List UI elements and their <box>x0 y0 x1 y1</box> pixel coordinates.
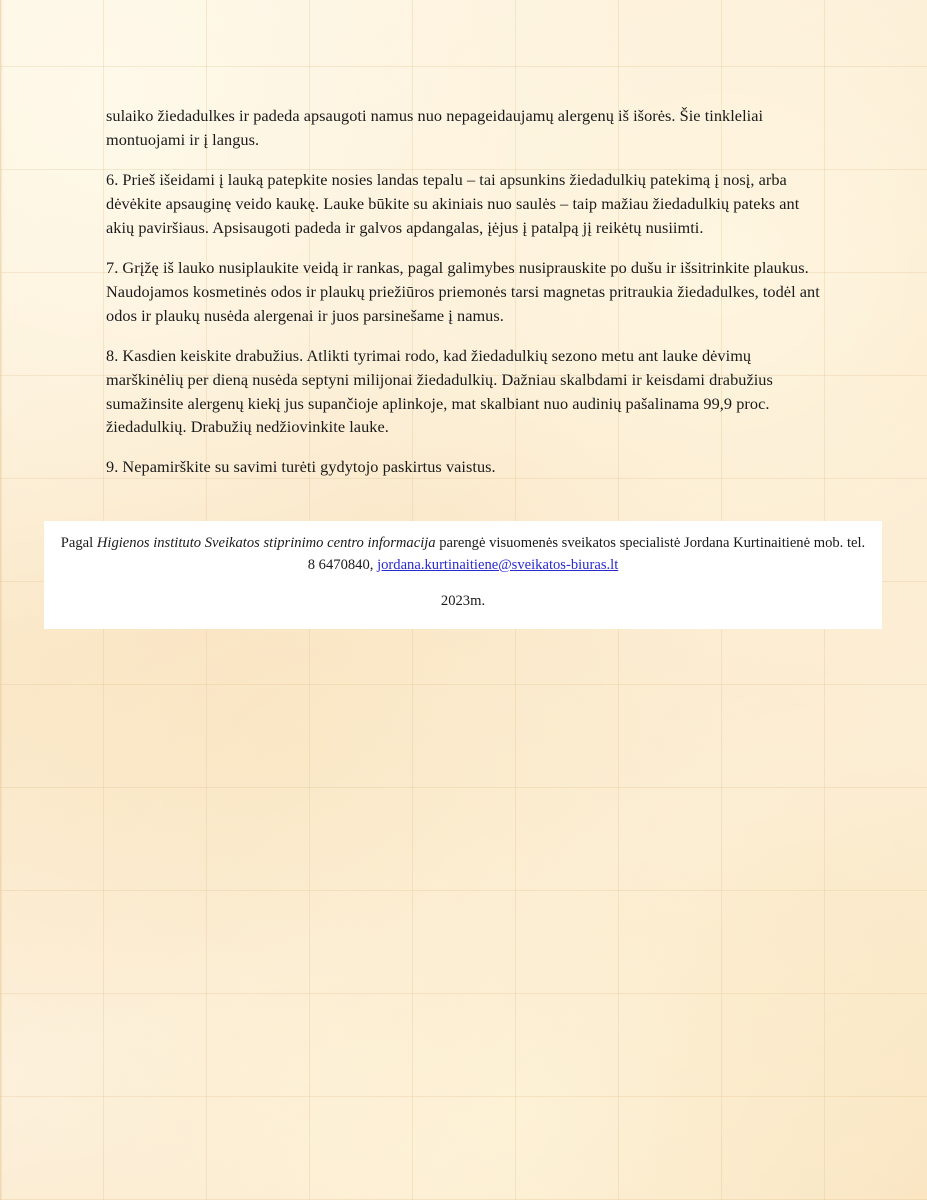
footer-credit-prefix: Pagal <box>60 535 97 551</box>
paragraph-item-9: 9. Nepamirškite su savimi turėti gydytojo paskirtus vaistus. <box>106 457 496 477</box>
footer-credit-middle: parengė visuomenės sveikatos specialistė Jordana Kurtinaitienė mob. tel. 8 6470840, <box>307 535 866 573</box>
document-text-body <box>106 104 822 479</box>
paragraph-item-7: 7. Grįžę iš lauko nusiplaukite veidą ir rankas, pagal galimybes nusiprauskite po dušu ir išsitrinkite plaukus. Naudojamos kosmetinės odos ir plaukų priežiūros priemonės tarsi magnetas pritraukia žiedadulkes, todėl ant odos ir plaukų nusėda alergenai ir juos parsinešame į namus. <box>106 257 820 325</box>
paragraph-item-8: 8. Kasdien keiskite drabužius. Atlikti tyrimai rodo, kad žiedadulkių sezono metu ant lauke dėvimų marškinėlių per dieną nusėda septyni milijonai žiedadulkių. Dažniau skalbdami ir keisdami drabužius sumažinsite alergenų kiekį jus supančioje aplinkoje, mat skalbiant nuo audinių pašalinama 99,9 proc. žiedadulkių. Drabužių nedžiovinkite lauke. <box>106 345 773 437</box>
paragraph-continuation: sulaiko žiedadulkes ir padeda apsaugoti namus nuo nepageidaujamų alergenų iš išorės. Šie tinkleliai montuojami ir į langus. <box>106 106 764 149</box>
paragraph-item-6: 6. Prieš išeidami į lauką patepkite nosies landas tepalu – tai apsunkins žiedadulkių patekimą į nosį, arba dėvėkite apsauginę veido kaukę. Lauke būkite su akiniais nuo saulės – taip mažiau žiedadulkių pateks ant akių paviršiaus. Apsisaugoti padeda ir galvos apdangalas, įėjus į patalpą jį reikėtų nusiimti. <box>106 169 800 237</box>
footer-year: 2023m. <box>440 592 486 609</box>
footer-credit-line <box>58 533 868 577</box>
footer-email-link[interactable]: jordana.kurtinaitiene@sveikatos-biuras.lt <box>377 556 619 573</box>
footer-credit-source: Higienos instituto Sveikatos stiprinimo centro informacija <box>96 535 436 551</box>
footer-credit-panel <box>44 521 882 629</box>
